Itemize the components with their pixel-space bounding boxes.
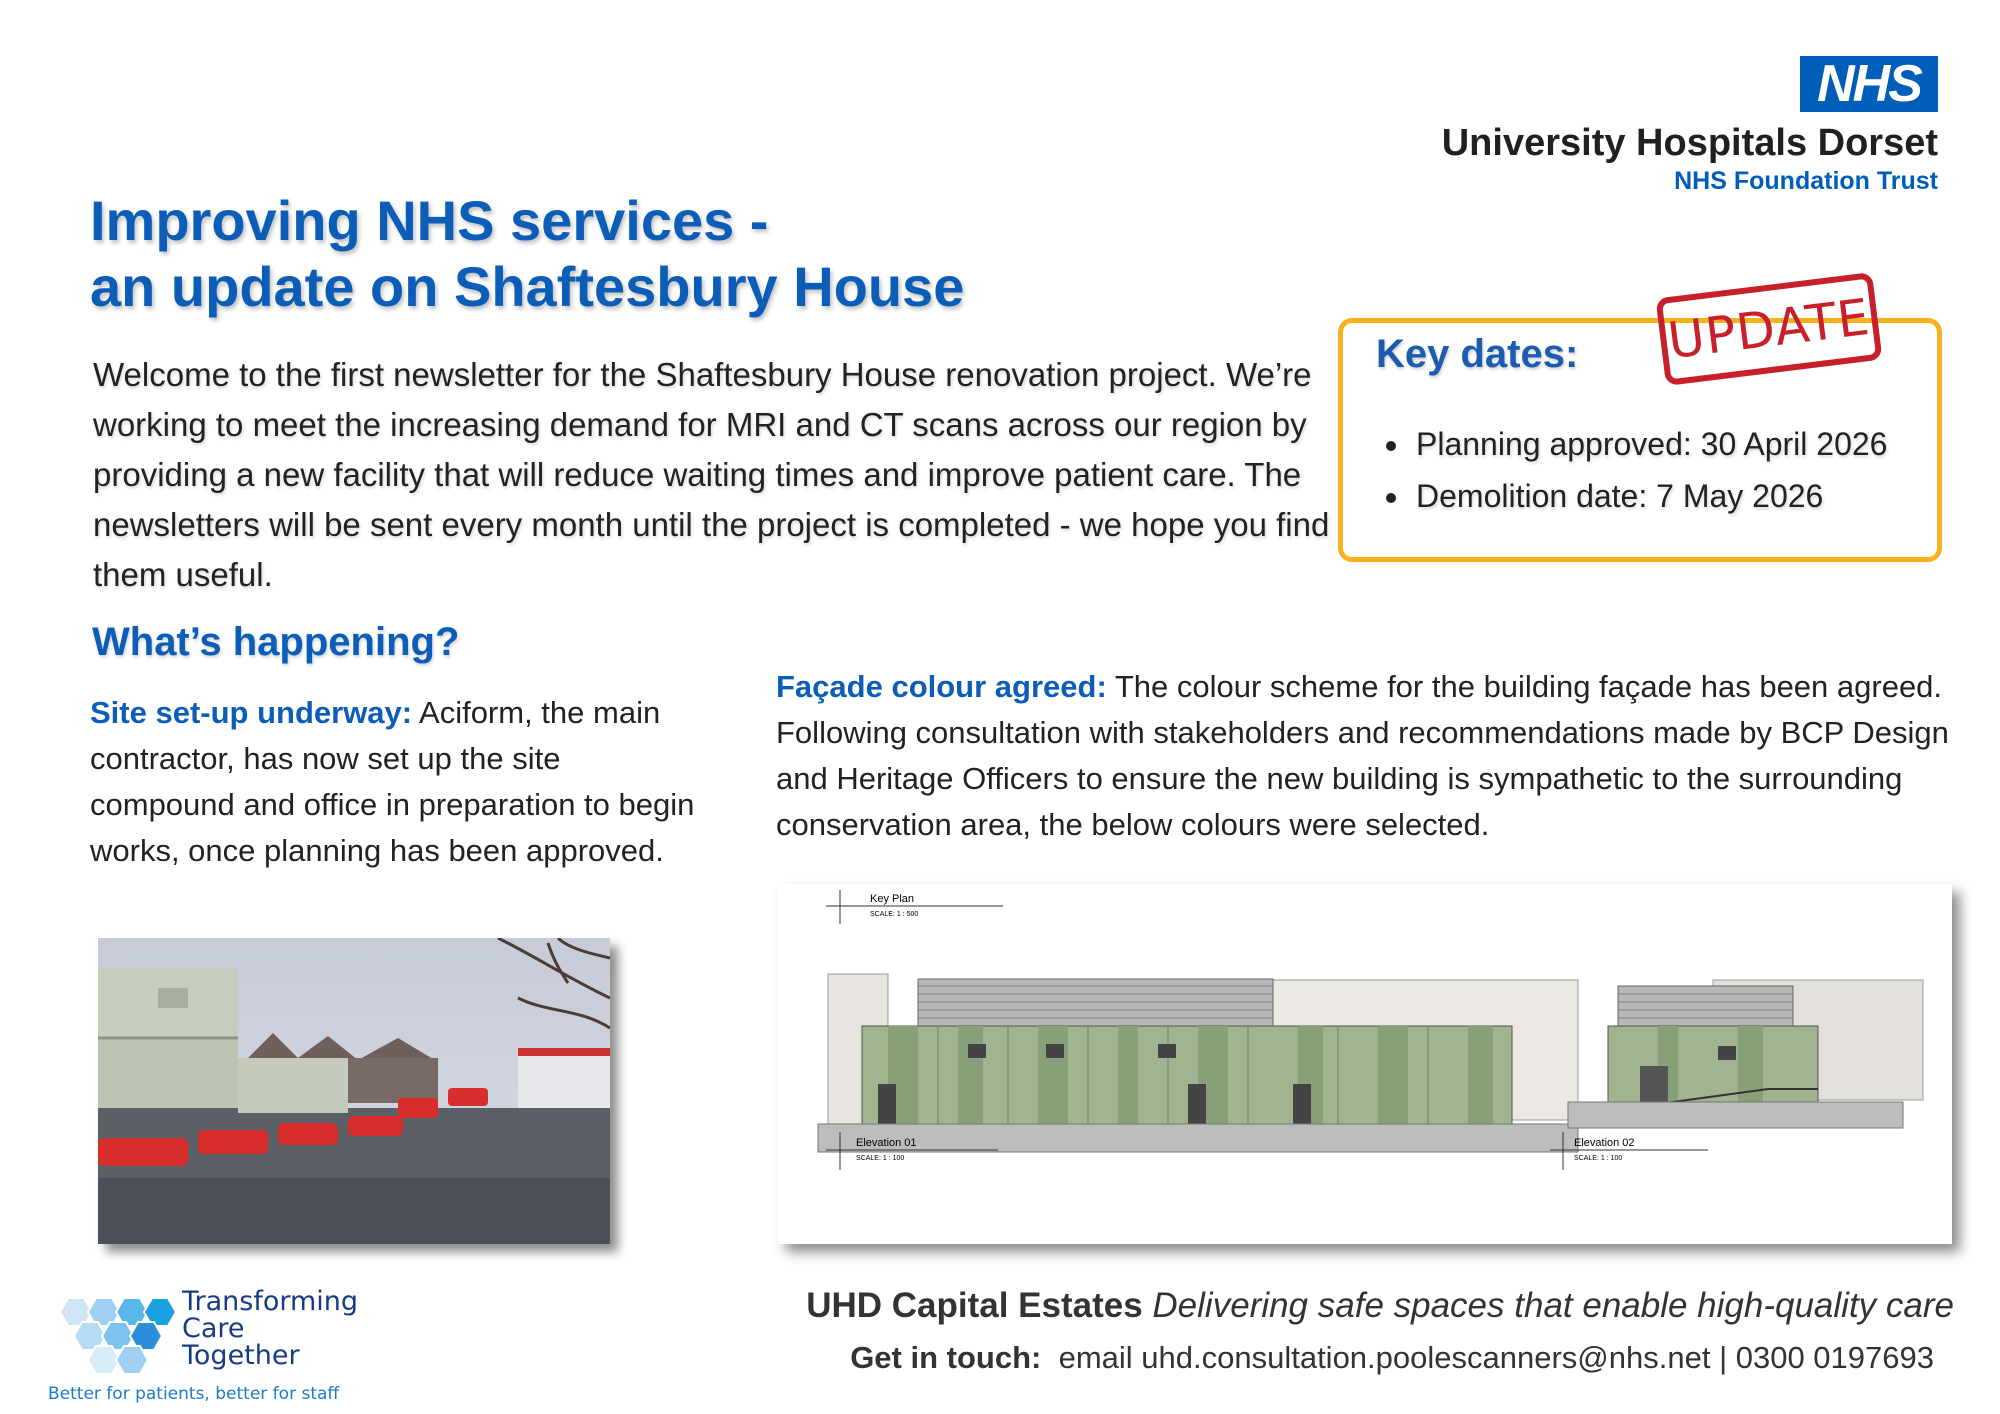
elevation-01-scale: SCALE: 1 : 100 — [856, 1155, 905, 1162]
contact-label: Get in touch: — [850, 1340, 1042, 1375]
site-compound-illustration — [98, 938, 610, 1244]
tct-logo-text — [182, 1288, 358, 1369]
footer-brand-line — [806, 1286, 1954, 1326]
key-plan-label: Key Plan — [870, 893, 915, 905]
site-compound-photo — [98, 938, 610, 1244]
elevation-02-scale: SCALE: 1 : 100 — [1574, 1155, 1623, 1162]
key-dates-list — [1380, 418, 1887, 522]
elevation-02-label: Elevation 02 — [1574, 1137, 1635, 1149]
tct-line-2: Care — [182, 1313, 245, 1344]
nhs-logo-badge — [1800, 56, 1938, 112]
key-dates-heading: Key dates: — [1376, 332, 1579, 376]
key-date-item: • Demolition date: 7 May 2026 — [1412, 470, 1887, 522]
site-setup-paragraph — [90, 690, 710, 874]
tct-line-1: Transforming — [182, 1286, 359, 1317]
site-setup-lead: Site set-up underway: — [90, 695, 413, 730]
hexagon-logo-icon — [48, 1290, 178, 1380]
tct-tagline: Better for patients, better for staff — [48, 1384, 340, 1404]
site-setup-body: Aciform, the main contractor, has now set up the site compound and office in preparation to begin works, once planning has been approved. — [90, 695, 695, 868]
facade-paragraph — [776, 664, 1966, 848]
footer-slogan: Delivering safe spaces that enable high-quality care — [1152, 1286, 1954, 1325]
elevation-01-label: Elevation 01 — [856, 1137, 917, 1149]
facade-lead: Façade colour agreed: — [776, 669, 1107, 704]
intro-paragraph: Welcome to the first newsletter for the Shaftesbury House renovation project. We’re working to meet the increasing demand for MRI and CT scans across our region by providing a new facility that will reduce waiting times and improve patient care. The newsletters will be sent every month until the project is completed - we hope you find them useful. — [93, 356, 1330, 593]
update-stamp-text: UPDATE — [1664, 287, 1874, 371]
elevation-illustration — [778, 884, 1952, 1244]
title-line-1: Improving NHS services - — [90, 189, 769, 252]
section-heading: What’s happening? — [92, 620, 460, 664]
footer-brand: UHD Capital Estates — [806, 1286, 1143, 1325]
facade-body: The colour scheme for the building façade has been agreed. Following consultation with stakeholders and recommendations made by BCP Design and Heritage Officers to ensure the new building is sympathetic to the surrounding conservation area, the below colours were selected. — [776, 669, 1949, 842]
nhs-logo-text: NHS — [1817, 55, 1921, 113]
key-plan-scale: SCALE: 1 : 500 — [870, 911, 919, 918]
contact-details: email uhd.consultation.poolescanners@nhs.net | 0300 0197693 — [1058, 1340, 1934, 1375]
title-line-2: an update on Shaftesbury House — [90, 255, 965, 318]
footer-contact-line — [850, 1340, 1934, 1376]
organisation-subtitle: NHS Foundation Trust — [1674, 167, 1938, 195]
elevation-drawing — [778, 884, 1952, 1244]
page-title — [90, 188, 964, 320]
key-date-item: • Planning approved: 30 April 2026 — [1412, 418, 1887, 470]
organisation-name: University Hospitals Dorset — [1441, 122, 1938, 164]
tct-line-3: Together — [182, 1340, 300, 1371]
